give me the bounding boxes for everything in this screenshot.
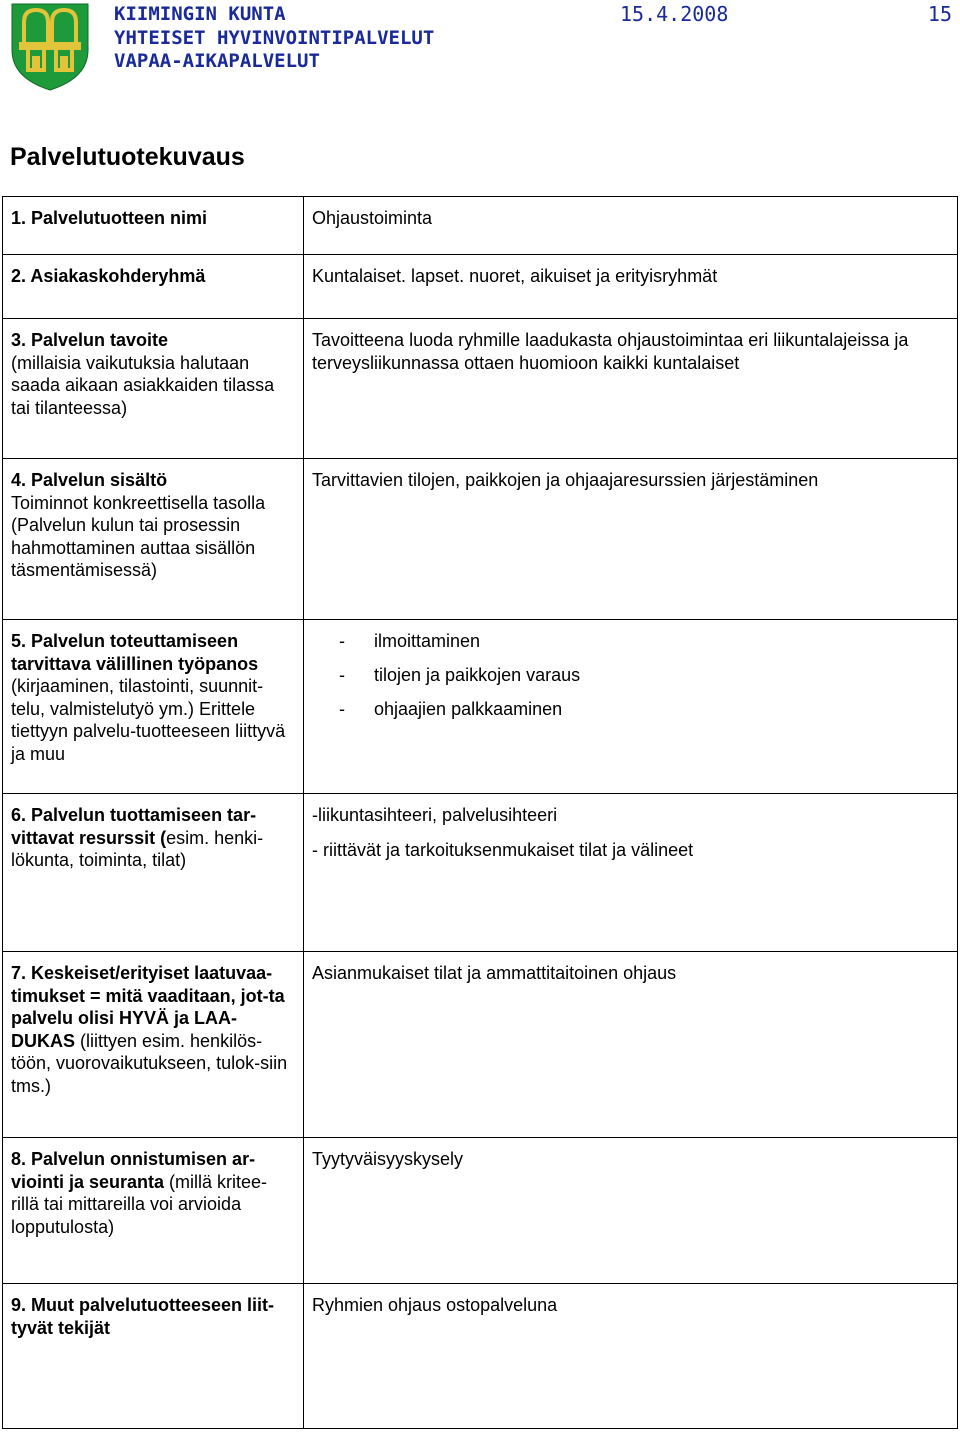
row-value <box>304 197 958 255</box>
page-header <box>0 0 960 100</box>
resource-line: - riittävät ja tarkoituksenmukaiset tilat ja välineet <box>312 839 694 860</box>
org-line-1: KIIMINGIN KUNTA <box>114 3 286 25</box>
row-label-bold: 3. Palvelun tavoite <box>11 330 169 350</box>
row-label-bold: 2. Asiakaskohderyhmä <box>11 266 206 286</box>
row-value <box>304 1138 958 1284</box>
row-value-text: Ohjaustoiminta <box>312 208 433 228</box>
row-value-text: Tarvittavien tilojen, paikkojen ja ohjaajaresurssien järjestäminen <box>312 470 819 490</box>
row-label-bold: 6. Palvelun tuottamiseen tar-vittavat resurssit ( <box>11 805 257 848</box>
row-value <box>304 1284 958 1429</box>
row-value <box>304 255 958 319</box>
document-title: Palvelutuotekuvaus <box>10 143 245 171</box>
row-value-text: Tyytyväisyyskysely <box>312 1149 464 1169</box>
row-value <box>304 620 958 794</box>
row-value <box>304 459 958 620</box>
row-label-note: (millä kritee-rillä tai mittareilla voi arvioida lopputulosta) <box>11 1171 268 1237</box>
list-item <box>339 630 949 652</box>
row-value <box>304 794 958 952</box>
list-item-text: tilojen ja paikkojen varaus <box>374 665 581 685</box>
row-value-text: Tavoitteena luoda ryhmille laadukasta ohjaustoimintaa eri liikuntalajeissa ja terveysliikunnassa ottaen huomioon kaikki kuntalaiset <box>312 330 909 373</box>
row-label-note: (liittyen esim. henkilös-töön, vuorovaikutukseen, tulok-siin tms.) <box>11 1030 288 1096</box>
row-label <box>3 1138 304 1284</box>
task-list <box>312 630 949 720</box>
table-row <box>3 1138 958 1284</box>
list-item <box>339 698 949 720</box>
table-row <box>3 620 958 794</box>
dash-marker: - <box>339 665 345 685</box>
row-label <box>3 459 304 620</box>
row-label-bold: 7. Keskeiset/erityiset laatuvaa-timukset = mitä vaaditaan, jot-ta palvelu olisi HYVÄ ja LAA-DUKAS <box>11 963 285 1051</box>
org-line-3: VAPAA-AIKAPALVELUT <box>114 50 320 72</box>
list-item-text: ilmoittaminen <box>374 631 481 651</box>
row-label-bold: 9. Muut palvelutuotteeseen liit-tyvät tekijät <box>11 1295 275 1338</box>
row-value-text: Asianmukaiset tilat ja ammattitaitoinen ohjaus <box>312 963 677 983</box>
municipal-coat-of-arms-icon <box>10 2 90 92</box>
service-description-table <box>2 196 958 1429</box>
row-value-text: Ryhmien ohjaus ostopalveluna <box>312 1295 558 1315</box>
list-item <box>339 664 949 686</box>
resource-line: -liikuntasihteeri, palvelusihteeri <box>312 805 558 825</box>
table-row <box>3 255 958 319</box>
table-row <box>3 197 958 255</box>
table-row <box>3 459 958 620</box>
row-label-note: (millaisia vaikutuksia halutaan saada aikaan asiakkaiden tilassa tai tilanteessa) <box>11 352 275 418</box>
row-label <box>3 255 304 319</box>
document-date: 15.4.2008 <box>620 2 729 26</box>
table-row <box>3 1284 958 1429</box>
dash-marker: - <box>339 699 345 719</box>
row-value <box>304 952 958 1138</box>
org-line-2: YHTEISET HYVINVOINTIPALVELUT <box>114 26 435 49</box>
row-label <box>3 319 304 459</box>
row-label <box>3 620 304 794</box>
row-label-note: esim. henki-lökunta, toiminta, tilat) <box>11 827 264 870</box>
row-label <box>3 1284 304 1429</box>
list-item-text: ohjaajien palkkaaminen <box>374 699 563 719</box>
row-label <box>3 197 304 255</box>
table-row <box>3 319 958 459</box>
row-label <box>3 794 304 952</box>
row-label-bold: 5. Palvelun toteuttamiseen tarvittava välillinen työpanos <box>11 631 259 674</box>
page-number: 15 <box>927 2 952 26</box>
row-label-bold: 1. Palvelutuotteen nimi <box>11 208 208 228</box>
row-value <box>304 319 958 459</box>
row-label-bold: 4. Palvelun sisältö <box>11 470 168 490</box>
row-label-note: Toiminnot konkreettisella tasolla (Palvelun kulun tai prosessin hahmottaminen auttaa sisällön täsmentämisessä) <box>11 492 266 580</box>
row-value-text: Kuntalaiset. lapset. nuoret, aikuiset ja erityisryhmät <box>312 266 718 286</box>
table-row <box>3 794 958 952</box>
row-label-bold: 8. Palvelun onnistumisen ar-viointi ja seuranta <box>11 1149 256 1192</box>
row-label <box>3 952 304 1138</box>
row-label-note: (kirjaaminen, tilastointi, suunnit-telu, valmistelutyö ym.) Erittele tiettyyn palvelu-tuotteeseen liittyvä ja muu <box>11 676 286 764</box>
organization-name <box>114 3 434 74</box>
table-row <box>3 952 958 1138</box>
dash-marker: - <box>339 631 345 651</box>
